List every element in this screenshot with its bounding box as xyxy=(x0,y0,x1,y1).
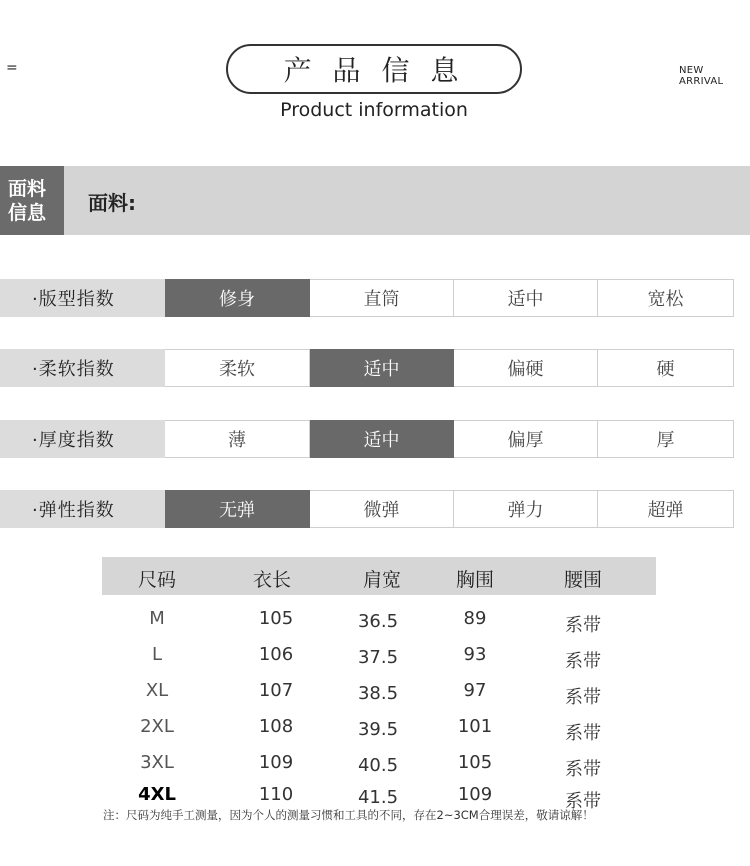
index-option: 厚 xyxy=(598,420,734,458)
size-table-cell: 107 xyxy=(258,680,294,701)
size-table-cell: 40.5 xyxy=(357,755,399,776)
size-table-cell: 系带 xyxy=(565,791,601,812)
size-table-header-cell: 衣长 xyxy=(252,569,292,591)
fabric-tag-line2: 信息 xyxy=(8,201,47,224)
measurement-note: 注：尺码为纯手工测量，因为个人的测量习惯和工具的不同，存在2~3CM合理误差，敬请谅解！ xyxy=(103,808,594,822)
size-table-cell: 106 xyxy=(258,644,294,665)
index-option-selected: 适中 xyxy=(310,420,454,458)
size-table-cell: M xyxy=(149,608,165,629)
index-label: ·弹性指数 xyxy=(0,490,165,528)
index-row xyxy=(0,420,740,458)
size-table-cell: 系带 xyxy=(565,759,601,780)
index-label: ·厚度指数 xyxy=(0,420,165,458)
size-table-header-cell: 腰围 xyxy=(563,569,603,591)
index-option-selected: 修身 xyxy=(165,279,310,317)
size-table-cell: 89 xyxy=(463,608,487,629)
size-table-cell: 109 xyxy=(457,784,493,805)
fabric-tag-line1: 面料 xyxy=(8,177,47,200)
index-option-selected: 适中 xyxy=(310,349,454,387)
index-option: 微弹 xyxy=(310,490,454,528)
size-table-cell: XL xyxy=(145,680,169,701)
index-option: 直筒 xyxy=(310,279,454,317)
index-option: 柔软 xyxy=(165,349,310,387)
size-table-cell: 系带 xyxy=(565,615,601,636)
index-label: ·柔软指数 xyxy=(0,349,165,387)
size-table-cell: 41.5 xyxy=(357,787,399,808)
size-table-cell: 108 xyxy=(258,716,294,737)
size-table-cell: 37.5 xyxy=(357,647,399,668)
index-option: 硬 xyxy=(598,349,734,387)
fabric-label: 面料: xyxy=(88,191,136,215)
index-row xyxy=(0,490,740,528)
size-table-cell: 2XL xyxy=(140,716,174,737)
size-table-header-cell: 尺码 xyxy=(137,569,177,591)
size-table-cell: 110 xyxy=(258,784,294,805)
index-option-selected: 无弹 xyxy=(165,490,310,528)
new-arrival-badge: NEW ARRIVAL xyxy=(679,65,724,87)
index-option: 弹力 xyxy=(454,490,598,528)
size-table-cell: 39.5 xyxy=(357,719,399,740)
size-table-cell: 36.5 xyxy=(357,611,399,632)
index-option: 薄 xyxy=(165,420,310,458)
size-table-header-cell: 胸围 xyxy=(455,569,495,591)
size-table-header-cell: 肩宽 xyxy=(362,569,402,591)
menu-icon: = xyxy=(6,60,18,76)
index-row xyxy=(0,349,740,387)
fabric-info-tag xyxy=(0,166,64,235)
index-option: 偏硬 xyxy=(454,349,598,387)
index-option: 宽松 xyxy=(598,279,734,317)
index-label: ·版型指数 xyxy=(0,279,165,317)
index-option: 超弹 xyxy=(598,490,734,528)
size-table-cell: L xyxy=(151,644,163,665)
index-option: 适中 xyxy=(454,279,598,317)
size-table-cell: 3XL xyxy=(140,752,174,773)
page-title: 产 品 信 息 xyxy=(226,44,522,94)
size-table-cell: 系带 xyxy=(565,687,601,708)
page-subtitle: Product information xyxy=(280,99,468,121)
index-option: 偏厚 xyxy=(454,420,598,458)
index-row xyxy=(0,279,740,317)
size-table-cell: 101 xyxy=(457,716,493,737)
size-table-cell: 系带 xyxy=(565,723,601,744)
size-table-cell: 93 xyxy=(463,644,487,665)
size-table-cell: 系带 xyxy=(565,651,601,672)
size-table-cell: 109 xyxy=(258,752,294,773)
size-table-cell: 105 xyxy=(258,608,294,629)
size-table-cell: 97 xyxy=(463,680,487,701)
size-table-cell: 38.5 xyxy=(357,683,399,704)
size-table-cell: 4XL xyxy=(138,784,176,805)
size-table-cell: 105 xyxy=(457,752,493,773)
